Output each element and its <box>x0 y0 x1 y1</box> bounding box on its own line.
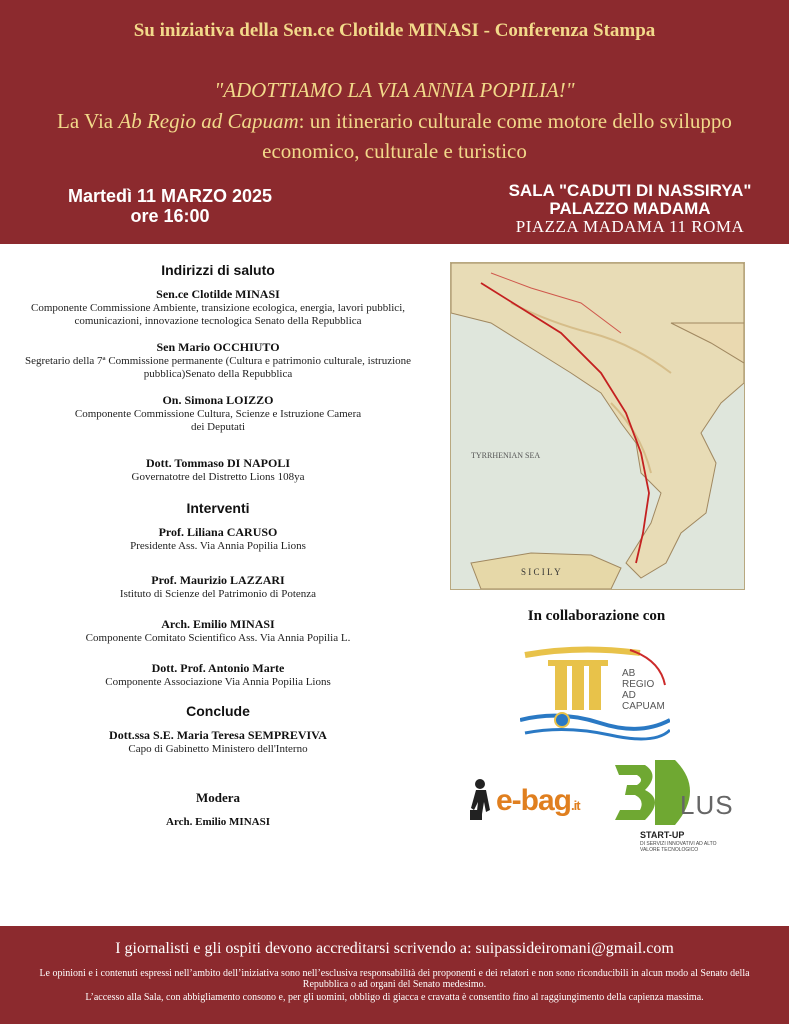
person-name: Dott. Prof. Antonio Marte <box>151 661 285 675</box>
person-name: Arch. Emilio MINASI <box>161 617 275 631</box>
person-name: Prof. Liliana CARUSO <box>158 525 278 539</box>
speaker-item <box>18 525 418 553</box>
startup-sublabel: DI SERVIZI INNOVATIVI AD ALTO VALORE TECNOLOGICO <box>640 841 717 853</box>
ab-regio-logo-text <box>622 668 665 712</box>
person-role: Governatotre del Distretto Lions 108ya <box>131 471 305 483</box>
venue-hall: SALA "CADUTI DI NASSIRYA" <box>508 181 752 200</box>
person-role: Istituto di Scienze del Patrimonio di Potenza <box>119 588 317 600</box>
speaker-item <box>18 661 418 689</box>
dress-code-note: L’accesso alla Sala, con abbigliamento consono e, per gli uomini, obbligo di giacca e cravatta è consentito fino al raggiungimento della capienza massima. <box>85 992 704 1003</box>
person-role: Componente Associazione Via Annia Popilia Lions <box>105 676 331 688</box>
person-name: Dott.ssa S.E. Maria Teresa SEMPREVIVA <box>109 728 327 742</box>
accreditation-note: I giornalisti e gli ospiti devono accreditarsi scrivendo a: suipassideiromani@gmail.com <box>115 940 674 957</box>
event-datetime <box>30 186 310 226</box>
person-name: Sen.ce Clotilde MINASI <box>156 287 280 301</box>
greetings-title: Indirizzi di saluto <box>161 262 275 278</box>
person-name: On. Simona LOIZZO <box>162 393 274 407</box>
historical-map <box>450 262 745 590</box>
startup-label: START-UP <box>640 830 685 840</box>
speakers-title: Interventi <box>186 500 250 516</box>
plus-logo-text: LUS <box>680 790 734 820</box>
person-name: Dott. Tommaso DI NAPOLI <box>145 456 290 470</box>
conclude-title: Conclude <box>186 703 250 719</box>
event-quote-title: "ADOTTIAMO LA VIA ANNIA POPILIA!" <box>214 78 575 102</box>
greeting-item <box>18 393 418 434</box>
header-banner <box>0 0 789 244</box>
map-sea-label: TYRRHENIAN SEA <box>471 451 541 460</box>
greeting-item <box>18 456 418 484</box>
initiative-line: Su iniziativa della Sen.ce Clotilde MINASI - Conferenza Stampa <box>133 20 656 41</box>
venue-palace: PALAZZO MADAMA <box>549 199 711 218</box>
person-role: Presidente Ass. Via Annia Popilia Lions <box>130 540 306 552</box>
person-role: Componente Comitato Scientifico Ass. Via Annia Popilia L. <box>85 632 351 644</box>
subtitle-rest: : un itinerario culturale come motore dello sviluppo economico, culturale e turistico <box>262 109 732 163</box>
map-illustration <box>451 263 744 589</box>
person-role: Componente Commissione Ambiente, transizione ecologica, energia, lavori pubblici, comunicazioni, innovazione tecnologica Senato della Repubblica <box>30 302 406 327</box>
venue-address: PIAZZA MADAMA 11 ROMA <box>515 217 745 236</box>
ebag-suffix: .it <box>571 798 580 813</box>
person-role: Segretario della 7ª Commissione permanente (Cultura e patrimonio culturale, istruzione pubblica)Senato della Repubblica <box>24 355 412 380</box>
collaboration-title: In collaborazione con <box>527 608 666 624</box>
logo-line: REGIO <box>622 679 655 690</box>
event-venue <box>490 182 770 236</box>
greeting-item <box>18 340 418 381</box>
person-role: Componente Commissione Cultura, Scienze e Istruzione Camera dei Deputati <box>74 408 362 433</box>
speaker-item <box>18 573 418 601</box>
speaker-item <box>18 617 418 645</box>
person-role: Capo di Gabinetto Ministero dell'Interno <box>128 743 308 755</box>
logo-line: CAPUAM <box>622 701 665 712</box>
program-column <box>18 262 418 842</box>
footer-banner <box>0 926 789 1024</box>
logo-line: AD <box>622 690 636 701</box>
moderator-item <box>18 815 418 830</box>
disclaimer-note: Le opinioni e i contenuti espressi nell’ambito dell’iniziativa sono nell’esclusiva responsabilità dei proponenti e dei relatori e non sono riconducibili in alcun modo al Senato della Repubblica o ad organi del Senato medesimo. <box>39 968 750 990</box>
ebag-logo-text <box>496 784 580 818</box>
logo-line: AB <box>622 668 636 679</box>
ebag-word: e-bag <box>496 784 572 817</box>
map-island-label: S I C I L Y <box>521 567 561 577</box>
greeting-item <box>18 287 418 328</box>
person-name: Sen Mario OCCHIUTO <box>156 340 280 354</box>
moderator-title: Modera <box>195 790 241 805</box>
event-date: Martedì 11 MARZO 2025 <box>67 186 273 206</box>
subtitle-italic: Ab Regio ad Capuam <box>118 109 299 133</box>
person-name: Arch. Emilio MINASI <box>166 816 270 828</box>
event-time: ore 16:00 <box>130 206 210 226</box>
subtitle-prefix: La Via <box>57 109 119 133</box>
person-name: Prof. Maurizio LAZZARI <box>151 573 285 587</box>
event-subtitle <box>8 106 781 166</box>
conclude-item <box>18 728 418 756</box>
